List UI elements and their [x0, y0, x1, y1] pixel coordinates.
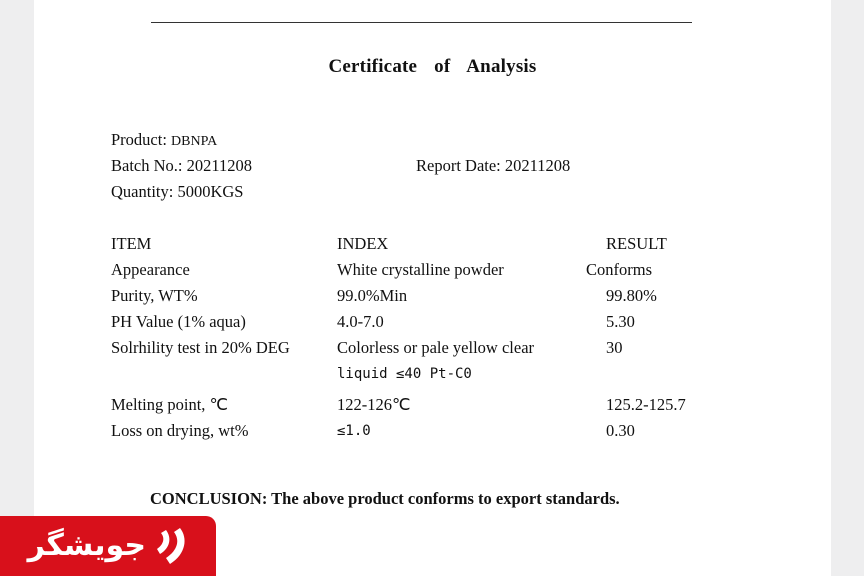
row-ph-item: PH Value (1% aqua)	[111, 312, 246, 331]
header-index: INDEX	[337, 234, 389, 253]
product-label: Product:	[111, 130, 167, 149]
document-title: Certificate of Analysis	[328, 56, 537, 77]
row-drying-index: ≤1.0	[337, 423, 371, 439]
product-value: DBNPA	[171, 134, 218, 149]
row-solubility-item: Solrhility test in 20% DEG	[111, 338, 290, 357]
row-drying-result: 0.30	[606, 421, 635, 440]
document-page	[34, 0, 831, 576]
row-ph-result: 5.30	[606, 312, 635, 331]
header-rule	[151, 22, 692, 23]
report-date-value: 20211208	[504, 156, 571, 175]
quantity-label: Quantity:	[111, 182, 174, 201]
report-date-label: Report Date:	[416, 156, 501, 175]
row-melting-index: 122-126℃	[337, 395, 411, 414]
header-item: ITEM	[111, 234, 152, 253]
row-appearance-index: White crystalline powder	[337, 260, 504, 279]
row-purity-result: 99.80%	[606, 286, 657, 305]
row-purity-index: 99.0%Min	[337, 286, 408, 305]
row-appearance-result: Conforms	[586, 260, 652, 279]
row-appearance-item: Appearance	[111, 260, 190, 279]
report-date-line	[416, 156, 570, 176]
batch-label: Batch No.:	[111, 156, 183, 175]
batch-line	[111, 156, 252, 176]
batch-value: 20211208	[186, 156, 253, 175]
row-purity-item: Purity, WT%	[111, 286, 198, 305]
row-solubility-result: 30	[606, 338, 623, 357]
quantity-line	[111, 182, 243, 202]
row-solubility-index-line2: liquid ≤40 Pt-C0	[337, 366, 472, 382]
brand-logo-icon	[150, 524, 196, 568]
row-drying-item: Loss on drying, wt%	[111, 421, 249, 440]
brand-watermark-text: جویشگر	[27, 528, 146, 563]
row-melting-item: Melting point, ℃	[111, 395, 229, 414]
product-line	[111, 130, 217, 152]
brand-watermark	[0, 516, 216, 576]
quantity-value: 5000KGS	[177, 182, 244, 201]
conclusion-text: CONCLUSION: The above product conforms to export standards.	[150, 489, 620, 508]
row-ph-index: 4.0-7.0	[337, 312, 384, 331]
row-melting-result: 125.2-125.7	[606, 395, 686, 414]
row-solubility-index: Colorless or pale yellow clear	[337, 338, 535, 357]
header-result: RESULT	[606, 234, 667, 253]
